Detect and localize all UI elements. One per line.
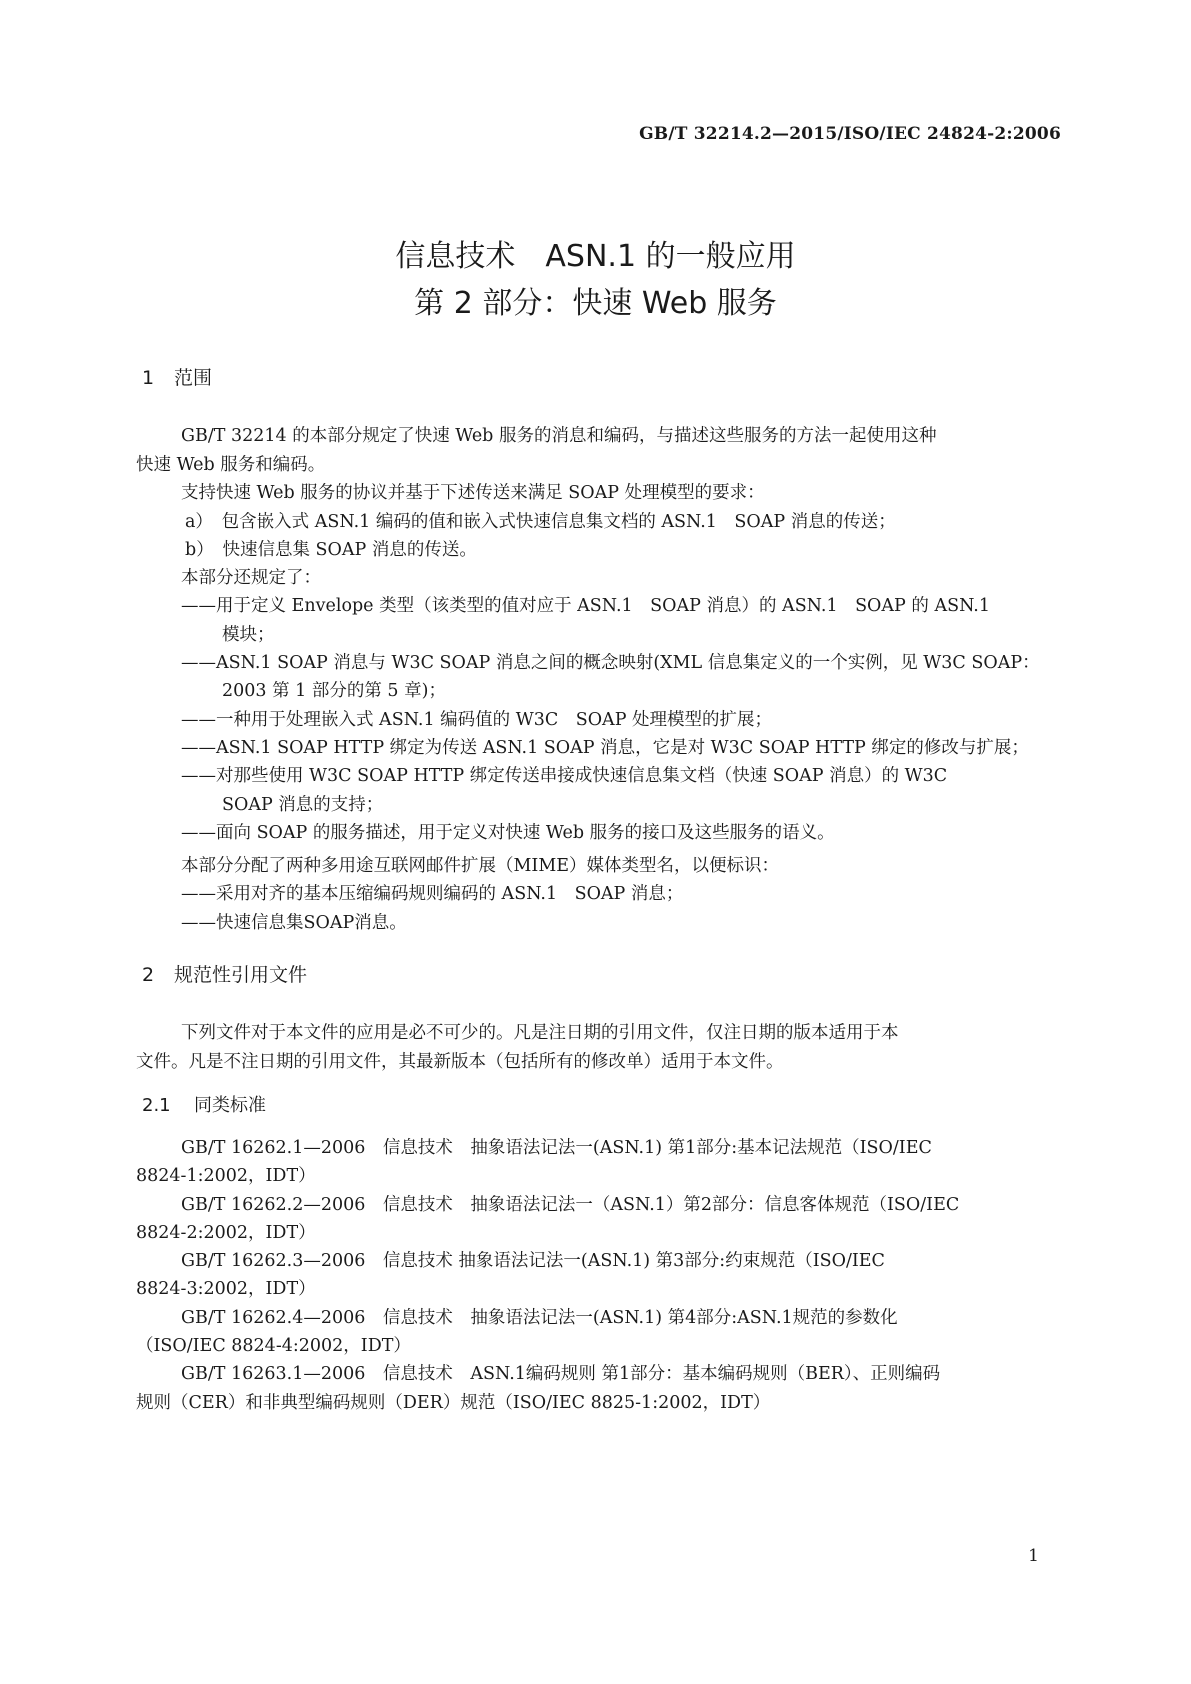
section-number: 2.1 [142, 1095, 171, 1116]
paragraph-line: 本部分分配了两种多用途互联网邮件扩展（MIME）媒体类型名，以便标识： [181, 856, 780, 876]
list-item-a: a） 包含嵌入式 ASN.1 编码的值和嵌入式快速信息集文档的 ASN.1 SOAP 消息的传送； [185, 512, 896, 532]
reference-entry: GB/T 16262.2—2006 信息技术 抽象语法记法一（ASN.1）第2部分：信息客体规范（ISO/IEC [181, 1195, 960, 1215]
list-item-b: b） 快速信息集 SOAP 消息的传送。 [185, 540, 477, 560]
dash-item: ——快速信息集SOAP消息。 [181, 913, 407, 933]
standard-code-header: GB/T 32214.2—2015/ISO/IEC 24824-2:2006 [639, 124, 1061, 144]
reference-entry: GB/T 16262.1—2006 信息技术 抽象语法记法一(ASN.1) 第1部分:基本记法规范（ISO/IEC [181, 1138, 932, 1158]
reference-entry-continuation: （ISO/IEC 8824-4:2002，IDT） [136, 1336, 411, 1356]
dash-item: ——对那些使用 W3C SOAP HTTP 绑定传送串接成快速信息集文档（快速 SOAP 消息）的 W3C [181, 766, 948, 786]
section-number: 1 [142, 367, 155, 389]
section-2-heading [142, 960, 307, 987]
page-number: 1 [1028, 1546, 1039, 1566]
dash-item-continuation: 2003 第 1 部分的第 5 章)； [222, 681, 446, 701]
paragraph-line: 本部分还规定了： [181, 568, 321, 588]
document-title-line1: 信息技术 ASN.1 的一般应用 [395, 239, 796, 274]
dash-item: ——ASN.1 SOAP HTTP 绑定为传送 ASN.1 SOAP 消息，它是对 W3C SOAP HTTP 绑定的修改与扩展； [181, 738, 1029, 758]
paragraph-line: 下列文件对于本文件的应用是必不可少的。凡是注日期的引用文件，仅注日期的版本适用于本 [181, 1023, 899, 1043]
section-1-heading [142, 363, 212, 390]
section-title: 规范性引用文件 [174, 964, 308, 986]
paragraph-line: GB/T 32214 的本部分规定了快速 Web 服务的消息和编码，与描述这些服务的方法一起使用这种 [181, 426, 937, 446]
dash-item: ——面向 SOAP 的服务描述，用于定义对快速 Web 服务的接口及这些服务的语义。 [181, 823, 835, 843]
section-title: 范围 [174, 367, 213, 389]
reference-entry-continuation: 8824-1:2002，IDT） [136, 1166, 316, 1186]
reference-entry: GB/T 16263.1—2006 信息技术 ASN.1编码规则 第1部分：基本编码规则（BER）、正则编码 [181, 1364, 941, 1384]
dash-item: ——一种用于处理嵌入式 ASN.1 编码值的 W3C SOAP 处理模型的扩展； [181, 710, 773, 730]
dash-item: ——采用对齐的基本压缩编码规则编码的 ASN.1 SOAP 消息； [181, 884, 684, 904]
reference-entry: GB/T 16262.4—2006 信息技术 抽象语法记法一(ASN.1) 第4部分:ASN.1规范的参数化 [181, 1308, 898, 1328]
section-number: 2 [142, 964, 155, 986]
paragraph-line: 快速 Web 服务和编码。 [136, 455, 326, 475]
section-title: 同类标准 [194, 1095, 266, 1116]
dash-item-continuation: 模块； [222, 625, 275, 645]
reference-entry-continuation: 规则（CER）和非典型编码规则（DER）规范（ISO/IEC 8825-1:2002，IDT） [136, 1393, 771, 1413]
reference-entry-continuation: 8824-3:2002，IDT） [136, 1279, 316, 1299]
dash-item-continuation: SOAP 消息的支持； [222, 795, 384, 815]
dash-item: ——用于定义 Envelope 类型（该类型的值对应于 ASN.1 SOAP 消息）的 ASN.1 SOAP 的 ASN.1 [181, 596, 990, 616]
document-title-line2: 第 2 部分：快速 Web 服务 [414, 286, 777, 321]
section-2-1-heading [142, 1091, 266, 1117]
dash-item: ——ASN.1 SOAP 消息与 W3C SOAP 消息之间的概念映射(XML 信息集定义的一个实例，见 W3C SOAP： [181, 653, 1040, 673]
reference-entry: GB/T 16262.3—2006 信息技术 抽象语法记法一(ASN.1) 第3部分:约束规范（ISO/IEC [181, 1251, 885, 1271]
reference-entry-continuation: 8824-2:2002，IDT） [136, 1223, 316, 1243]
paragraph-line: 支持快速 Web 服务的协议并基于下述传送来满足 SOAP 处理模型的要求： [181, 483, 765, 503]
paragraph-line: 文件。凡是不注日期的引用文件，其最新版本（包括所有的修改单）适用于本文件。 [136, 1052, 784, 1072]
